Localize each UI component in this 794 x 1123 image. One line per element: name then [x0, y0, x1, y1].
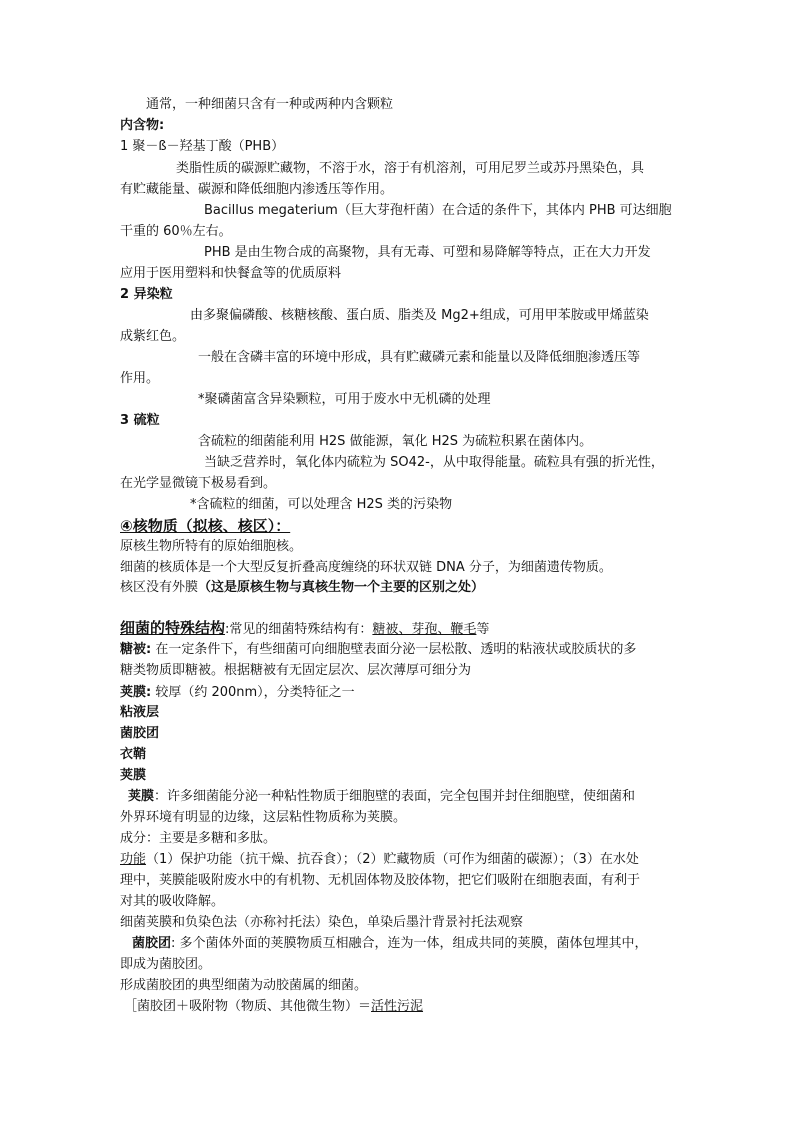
capsule-detail-a: ：许多细菌能分泌一种粘性物质于细胞壁的表面，完全包围并封住细胞壁，使细菌和 [154, 789, 636, 804]
capsule-detail-b: 外界环境有明显的边缘，这层粘性物质称为荚膜。 [120, 810, 407, 825]
type-slime-layer: 粘液层 [120, 705, 160, 720]
special-structures-tail: 等 [476, 622, 490, 637]
sulfur-heading: 3 硫粒 [120, 413, 160, 428]
capsule-function-c: 对其的吸收降解。 [120, 894, 225, 909]
metachromatic-desc-2a: 一般在含磷丰富的环境中形成，具有贮藏磷元素和能量以及降低细胞渗透压等 [198, 350, 641, 365]
sulfur-desc-3: *含硫粒的细菌，可以处理含 H2S 类的污染物 [190, 497, 453, 512]
phb-desc-3a: PHB 是由生物合成的高聚物，具有无毒、可塑和易降解等特点，正在大力开发 [204, 245, 651, 260]
intro-paragraph: 通常，一种细菌只含有一种或两种内含颗粒 [146, 97, 394, 112]
inclusions-heading: 内含物: [120, 118, 165, 133]
type-zoogloea: 菌胶团 [120, 726, 160, 741]
glycocalyx-term: 糖被: [120, 642, 152, 657]
nucleoid-desc-3 [120, 578, 484, 598]
metachromatic-desc-1a: 由多聚偏磷酸、核糖核酸、蛋白质、脂类及 Mg2+组成，可用甲苯胺或甲烯蓝染 [190, 308, 649, 323]
type-capsule: 荚膜 [120, 768, 147, 783]
capsule-term: 荚膜: [120, 685, 152, 700]
phb-desc-3b: 应用于医用塑料和快餐盒等的优质原料 [120, 266, 342, 281]
capsule-detail-term: 荚膜 [128, 789, 155, 804]
glycocalyx-desc-1a: 在一定条件下，有些细菌可向细胞壁表面分泌一层松散、透明的粘液状或胶质状的多 [151, 642, 637, 657]
nucleoid-desc-3-emphasis: （这是原核生物与真核生物一个主要的区别之处） [198, 580, 485, 595]
metachromatic-desc-2b: 作用。 [120, 371, 160, 386]
type-sheath: 衣鞘 [120, 747, 147, 762]
phb-heading: 1 聚－ß－羟基丁酸（PHB） [120, 139, 285, 154]
nucleoid-desc-1: 原核生物所特有的原始细胞核。 [120, 539, 303, 554]
metachromatic-desc-3: *聚磷菌富含异染颗粒，可用于废水中无机磷的处理 [198, 392, 491, 407]
zoogloea-desc-a: : 多个菌体外面的荚膜物质互相融合，连为一体，组成共同的荚膜，菌体包埋其中， [171, 936, 648, 951]
capsule-composition: 成分：主要是多糖和多肽。 [120, 831, 277, 846]
zoogloea-line-1 [132, 934, 648, 954]
nucleoid-desc-3-plain: 核区没有外膜 [120, 580, 199, 595]
glycocalyx-line-1 [120, 640, 636, 660]
phb-desc-2a: Bacillus megaterium（巨大芽孢杆菌）在合适的条件下，其体内 PHB 可达细胞 [204, 203, 672, 218]
capsule-function-term: 功能 [120, 852, 147, 867]
nucleoid-heading: ④核物质（拟核、核区）： [120, 517, 291, 535]
special-structures-intro: :常见的细菌特殊结构有： [225, 622, 373, 637]
metachromatic-desc-1b: 成紫红色。 [120, 329, 186, 344]
zoogloea-typical: 形成菌胶团的典型细菌为动胶菌属的细菌。 [120, 978, 368, 993]
special-structures-items: 糖被、芽孢、鞭毛 [372, 622, 477, 637]
zoogloea-formula-a: ［菌胶团＋吸附物（物质、其他微生物）＝ [124, 999, 372, 1014]
capsule-function-line-1 [120, 850, 639, 870]
activated-sludge-term: 活性污泥 [371, 999, 424, 1014]
capsule-desc: 较厚（约 200nm），分类特征之一 [151, 685, 355, 700]
capsule-staining: 细菌荚膜和负染色法（亦称衬托法）染色，单染后墨汁背景衬托法观察 [120, 915, 524, 930]
phb-desc-1b: 有贮藏能量、碳源和降低细胞内渗透压等作用。 [120, 182, 394, 197]
zoogloea-formula [124, 997, 423, 1017]
metachromatic-heading: 2 异染粒 [120, 287, 173, 302]
nucleoid-desc-2: 细菌的核质体是一个大型反复折叠高度缠绕的环状双链 DNA 分子，为细菌遗传物质。 [120, 560, 612, 575]
zoogloea-term: 菌胶团 [132, 936, 172, 951]
phb-desc-2b: 干重的 60％左右。 [120, 224, 232, 239]
capsule-function-a: （1）保护功能（抗干燥、抗吞食）；（2）贮藏物质（可作为细菌的碳源）；（3）在水处 [146, 852, 639, 867]
special-structures-heading: 细菌的特殊结构 [120, 619, 226, 637]
sulfur-desc-2a: 当缺乏营养时，氧化体内硫粒为 SO42-，从中取得能量。硫粒具有强的折光性， [204, 455, 664, 470]
capsule-line [120, 683, 355, 703]
special-structures-line [120, 618, 489, 640]
zoogloea-desc-b: 即成为菌胶团。 [120, 957, 212, 972]
sulfur-desc-2b: 在光学显微镜下极易看到。 [120, 476, 277, 491]
phb-desc-1a: 类脂性质的碳源贮藏物，不溶于水，溶于有机溶剂，可用尼罗兰或苏丹黑染色，具 [176, 161, 645, 176]
capsule-detail-line-1 [128, 787, 635, 807]
capsule-function-b: 理中，荚膜能吸附废水中的有机物、无机固体物及胶体物，把它们吸附在细胞表面，有利于 [120, 873, 641, 888]
glycocalyx-desc-1b: 糖类物质即糖被。根据糖被有无固定层次、层次薄厚可细分为 [120, 663, 472, 678]
sulfur-desc-1: 含硫粒的细菌能利用 H2S 做能源，氧化 H2S 为硫粒积累在菌体内。 [198, 434, 593, 449]
